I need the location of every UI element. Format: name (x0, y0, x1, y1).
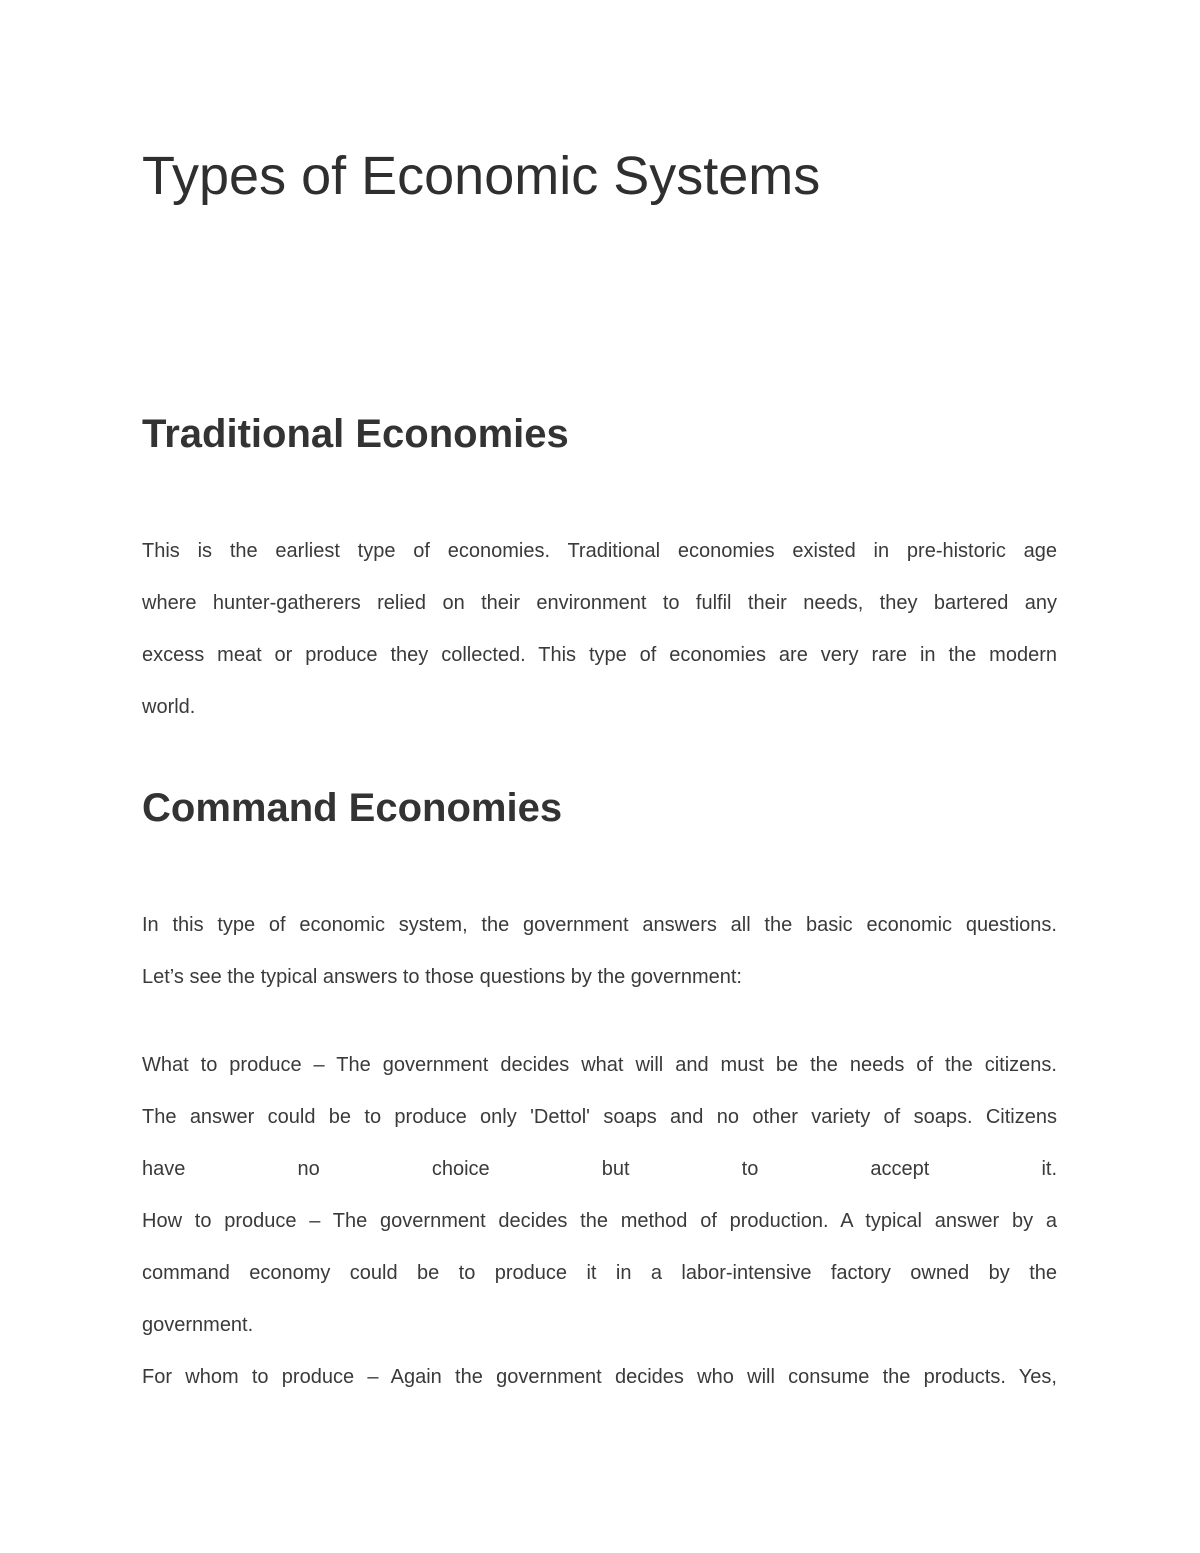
paragraph-line: This is the earliest type of economies. Traditional economies existed in pre-historic age (142, 540, 1057, 562)
heading-command-economies: Command Economies (142, 786, 563, 830)
paragraph-line: How to produce – The government decides the method of production. A typical answer by a (142, 1210, 1057, 1232)
paragraph-line: world. (142, 696, 196, 718)
paragraph-traditional-economies (142, 525, 1057, 733)
paragraph-line: In this type of economic system, the government answers all the basic economic questions. (142, 914, 1057, 936)
paragraph-command-intro (142, 899, 1057, 1003)
paragraph-line: Let’s see the typical answers to those questions by the government: (142, 966, 742, 988)
paragraph-line: For whom to produce – Again the government decides who will consume the products. Yes, (142, 1366, 1057, 1388)
paragraph-line: What to produce – The government decides what will and must be the needs of the citizens. (142, 1054, 1057, 1076)
paragraph-command-questions (142, 1039, 1057, 1403)
paragraph-line: excess meat or produce they collected. This type of economies are very rare in the modern (142, 644, 1057, 666)
paragraph-line: command economy could be to produce it in a labor-intensive factory owned by the (142, 1262, 1057, 1284)
paragraph-line: have no choice but to accept it. (142, 1158, 1057, 1180)
paragraph-line: where hunter-gatherers relied on their environment to fulfil their needs, they bartered any (142, 592, 1057, 614)
heading-traditional-economies: Traditional Economies (142, 412, 569, 456)
document-title: Types of Economic Systems (142, 146, 821, 206)
paragraph-line: government. (142, 1314, 254, 1336)
paragraph-line: The answer could be to produce only 'Dettol' soaps and no other variety of soaps. Citizens (142, 1106, 1057, 1128)
